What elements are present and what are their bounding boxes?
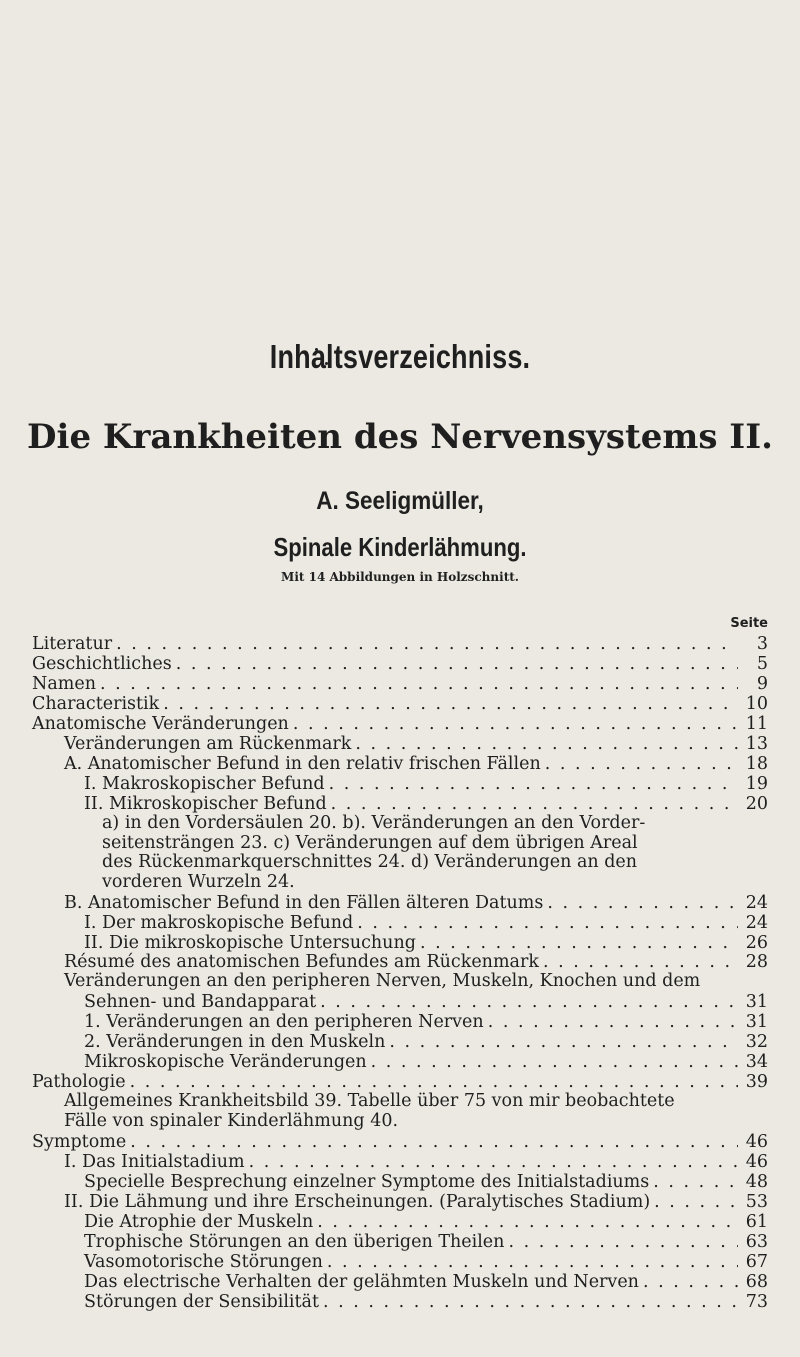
toc-entry: Geschichtliches . . . 5 — [32, 654, 768, 674]
toc-entry: Die Atrophie der Muskeln . . . 61 — [84, 1212, 768, 1232]
toc-entry: Symptome . . . 46 — [32, 1132, 768, 1152]
volume-title: Die Krankheiten des Nervensystems II. — [27, 417, 773, 457]
toc-entry: Veränderungen am Rückenmark . . . 13 — [64, 734, 768, 754]
toc-entry: Pathologie . . . 39 — [32, 1072, 768, 1092]
toc-entry: II. Die mikroskopische Untersuchung . . . 26 — [84, 933, 768, 953]
toc-entry: Literatur . . . 3 — [32, 634, 768, 654]
toc-entry: Störungen der Sensibilität . . . 73 — [84, 1292, 768, 1312]
section-heading-line: Veränderungen an den peripheren Nerven, Muskeln, Knochen und dem — [64, 971, 701, 991]
toc-entry: 2. Veränderungen in den Muskeln . . . 32 — [84, 1032, 768, 1052]
toc-entry: Das electrische Verhalten der gelähmten Muskeln und Nerven . . . 68 — [84, 1272, 768, 1292]
subsection-paragraph: Allgemeines Krankheitsbild 39. Tabelle über 75 von mir beobachtete Fälle von spinaler Kinderlähmung 40. — [64, 1091, 675, 1131]
toc-entry: I. Das Initialstadium . . . 46 — [64, 1152, 768, 1172]
toc-entry: 1. Veränderungen an den peripheren Nerven . . . 31 — [84, 1012, 768, 1032]
toc-entry: Namen . . . 9 — [32, 674, 768, 694]
toc-entry: I. Makroskopischer Befund . . . 19 — [84, 774, 768, 794]
toc-entry: I. Der makroskopische Befund . . . 24 — [84, 913, 768, 933]
author-name: A. Seeligmüller, — [316, 487, 484, 515]
toc-heading: Inhaltsverzeichniss. — [269, 338, 531, 375]
toc-entry: Specielle Besprechung einzelner Symptome des Initialstadiums . . . 48 — [84, 1172, 768, 1192]
toc-entry: Trophische Störungen an den überigen Theilen . . . 63 — [84, 1232, 768, 1252]
toc-entry: Mikroskopische Veränderungen . . . 34 — [84, 1052, 768, 1072]
page-column-label: Seite — [730, 616, 768, 631]
chapter-subtitle: Spinale Kinderlähmung. — [273, 532, 527, 562]
toc-entry: B. Anatomischer Befund in den Fällen älteren Datums . . . 24 — [64, 893, 768, 913]
toc-entry: II. Mikroskopischer Befund . . . 20 — [84, 794, 768, 814]
toc-entry: Sehnen- und Bandapparat . . . 31 — [84, 992, 768, 1012]
toc-entry: Anatomische Veränderungen . . . 11 — [32, 714, 768, 734]
subsection-paragraph: a) in den Vordersäulen 20. b). Veränderungen an den Vorder- seitensträngen 23. c) Veränderungen auf dem übrigen Areal des Rückenmarkquerschnittes 24. d) Veränderungen an den vorderen Wurzeln 24. — [102, 813, 646, 892]
illustrations-note: Mit 14 Abbildungen in Holzschnitt. — [281, 570, 519, 584]
toc-entry: Characteristik . . . 10 — [32, 694, 768, 714]
toc-entry: A. Anatomischer Befund in den relativ frischen Fällen . . . 18 — [64, 754, 768, 774]
toc-entry: Résumé des anatomischen Befundes am Rückenmark . . . 28 — [64, 952, 768, 972]
toc-entry: II. Die Lähmung und ihre Erscheinungen. (Paralytisches Stadium) . . . 53 — [64, 1192, 768, 1212]
toc-entry: Vasomotorische Störungen . . . 67 — [84, 1252, 768, 1272]
